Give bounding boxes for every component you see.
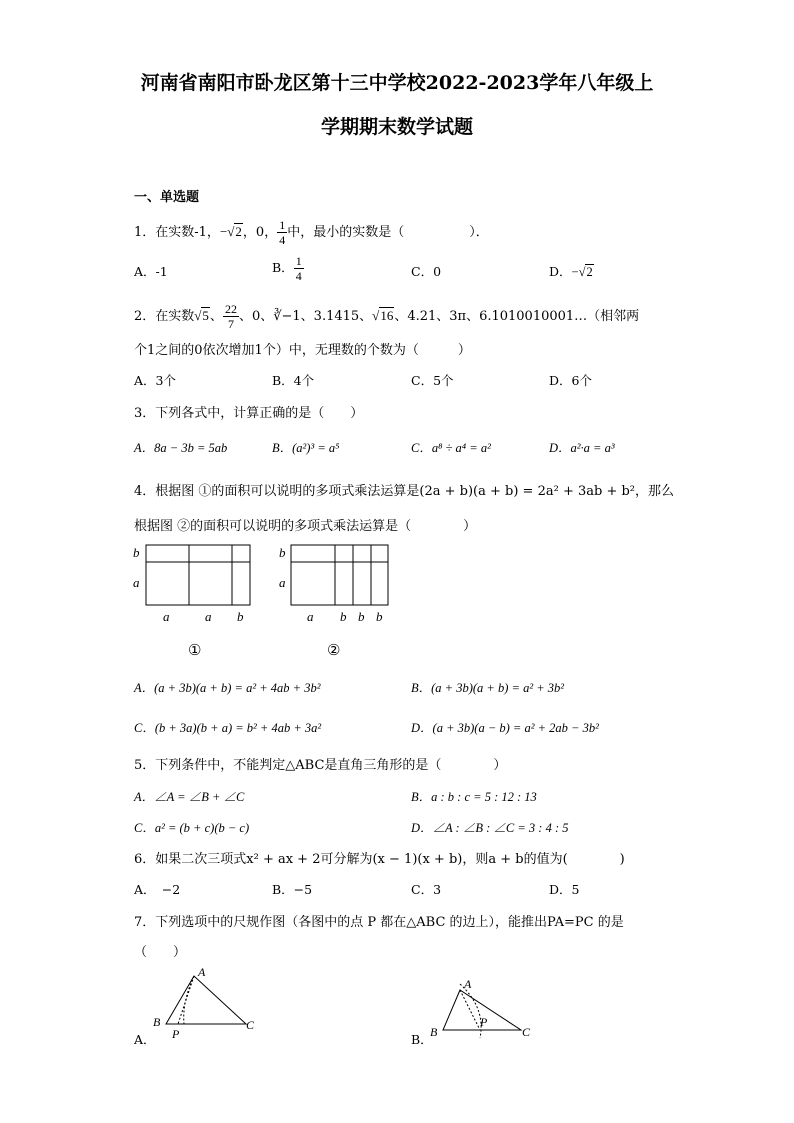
q2-option-b[interactable]: B．4个 [272, 373, 315, 388]
q5-option-b[interactable]: B．a : b : c = 5 : 12 : 13 [411, 790, 537, 804]
q4-option-b[interactable]: B．(a + 3b)(a + b) = a² + 3b² [411, 681, 565, 695]
figA-construction-arc [184, 976, 194, 1024]
fig2-bottom-label-3: b [358, 609, 365, 624]
q5-option-c[interactable]: C．a² = (b + c)(b − c) [134, 821, 250, 835]
fig2-outer-rect [291, 545, 388, 605]
q4-option-c[interactable]: C．(b + 3a)(b + a) = b² + 4ab + 3a² [134, 721, 322, 735]
question-7-stem-line2: （ ） [134, 945, 187, 960]
fig1-bottom-label-3: b [237, 609, 244, 624]
q6-option-c[interactable]: C．3 [411, 882, 442, 897]
fig1-bottom-label-1: a [163, 609, 170, 624]
question-6-stem: 6．如果二次三项式x² + ax + 2可分解为(x − 1)(x + b)，则a + b的值为( ) [134, 852, 625, 867]
fig2-caption: ② [327, 643, 341, 659]
q1-option-c[interactable]: C．0 [411, 264, 442, 279]
q1-option-d[interactable]: D．−√2 [549, 264, 593, 279]
question-4-stem-line1: 4．根据图 ①的面积可以说明的多项式乘法运算是(2a + b)(a + b) = 2a² + 3ab + b²，那么 [134, 484, 675, 499]
q4-figure-1 [130, 540, 260, 660]
q1-text-mid: ，0， [242, 225, 278, 240]
q4-figure-2 [276, 540, 396, 660]
q5-option-d[interactable]: D．∠A : ∠B : ∠C = 3 : 4 : 5 [411, 821, 569, 835]
figB-label-b: B [430, 1025, 438, 1039]
question-5-stem: 5．下列条件中，不能判定△ABC是直角三角形的是（ ） [134, 758, 507, 773]
fig2-left-label-a: a [279, 575, 286, 590]
q1-option-b[interactable]: B． $\frac{1}{4}$ [272, 254, 302, 283]
figA-label-p: P [172, 1027, 180, 1041]
q3-option-a[interactable]: A．8a − 3b = 5ab [134, 441, 228, 455]
q3-option-c[interactable]: C．a⁸ ÷ a⁴ = a² [411, 441, 491, 455]
section-heading: 一、单选题 [134, 190, 200, 205]
fig1-bottom-label-2: a [205, 609, 212, 624]
q7-figure-a[interactable] [150, 962, 270, 1042]
q3-option-d[interactable]: D．a²·a = a³ [549, 441, 615, 455]
q1-fraction: $\frac{1}{4}$ [279, 218, 286, 247]
q4-option-a[interactable]: A．(a + 3b)(a + b) = a² + 4ab + 3b² [134, 681, 321, 695]
question-1-stem [134, 218, 489, 247]
q1-neg-sqrt2: −√2 [219, 224, 242, 239]
q2-option-c[interactable]: C．5个 [411, 373, 454, 388]
q1-option-a[interactable]: A．-1 [134, 264, 168, 279]
fig1-left-label-b: b [133, 545, 140, 560]
fig2-bottom-label-2: b [340, 609, 347, 624]
page-title-line2: 学期期末数学试题 [320, 116, 473, 138]
question-4-stem-line2: 根据图 ②的面积可以说明的多项式乘法运算是（ ） [134, 519, 477, 534]
question-7-stem-line1: 7．下列选项中的尺规作图（各图中的点 P 都在△ABC 的边上），能推出PA=PC 的是 [134, 915, 624, 930]
figA-triangle [166, 976, 246, 1024]
fig1-outer-rect [146, 545, 250, 605]
figB-label-a: A [464, 977, 472, 991]
q7-option-a-label[interactable]: A． [134, 1032, 156, 1047]
q6-option-a[interactable]: A． −2 [134, 882, 181, 897]
q6-option-d[interactable]: D．5 [549, 882, 580, 897]
page-title-line1: 河南省南阳市卧龙区第十三中学校2022-2023学年八年级上 [140, 72, 654, 94]
q1-text-post: 中，最小的实数是（ ）． [287, 225, 489, 240]
fig1-caption: ① [188, 643, 202, 659]
q4-option-d[interactable]: D．(a + 3b)(a − b) = a² + 2ab − 3b² [411, 721, 599, 735]
q1-text-pre: 1．在实数-1， [134, 225, 220, 240]
q3-option-b[interactable]: B．(a²)³ = a⁵ [272, 441, 340, 455]
q7-option-b-label[interactable]: B． [411, 1032, 433, 1047]
fig2-left-label-b: b [279, 545, 286, 560]
figA-label-c: C [246, 1018, 255, 1032]
figA-label-a: A [198, 965, 206, 979]
fig2-bottom-label-4: b [376, 609, 383, 624]
q2-option-d[interactable]: D．6个 [549, 373, 592, 388]
figA-label-b: B [153, 1015, 161, 1029]
fig1-left-label-a: a [133, 575, 140, 590]
q7-figure-b[interactable] [428, 974, 548, 1044]
figB-label-c: C [522, 1025, 531, 1039]
question-2-stem-line2: 个1之间的0依次增加1个）中，无理数的个数为（ ） [134, 343, 471, 358]
q5-option-a[interactable]: A．∠A = ∠B + ∠C [134, 790, 245, 804]
q6-option-b[interactable]: B．−5 [272, 882, 313, 897]
question-2-stem-line1: 2．在实数√5、 $\frac{22}{7}$ 、0、∛−1、3.1415、√16、4.21、3π、6.1010010001…（相邻两 [134, 302, 640, 331]
q2-option-a[interactable]: A．3个 [134, 373, 176, 388]
question-3-stem: 3．下列各式中，计算正确的是（ ） [134, 406, 364, 421]
fig2-bottom-label-1: a [307, 609, 314, 624]
figB-label-p: P [480, 1015, 488, 1029]
